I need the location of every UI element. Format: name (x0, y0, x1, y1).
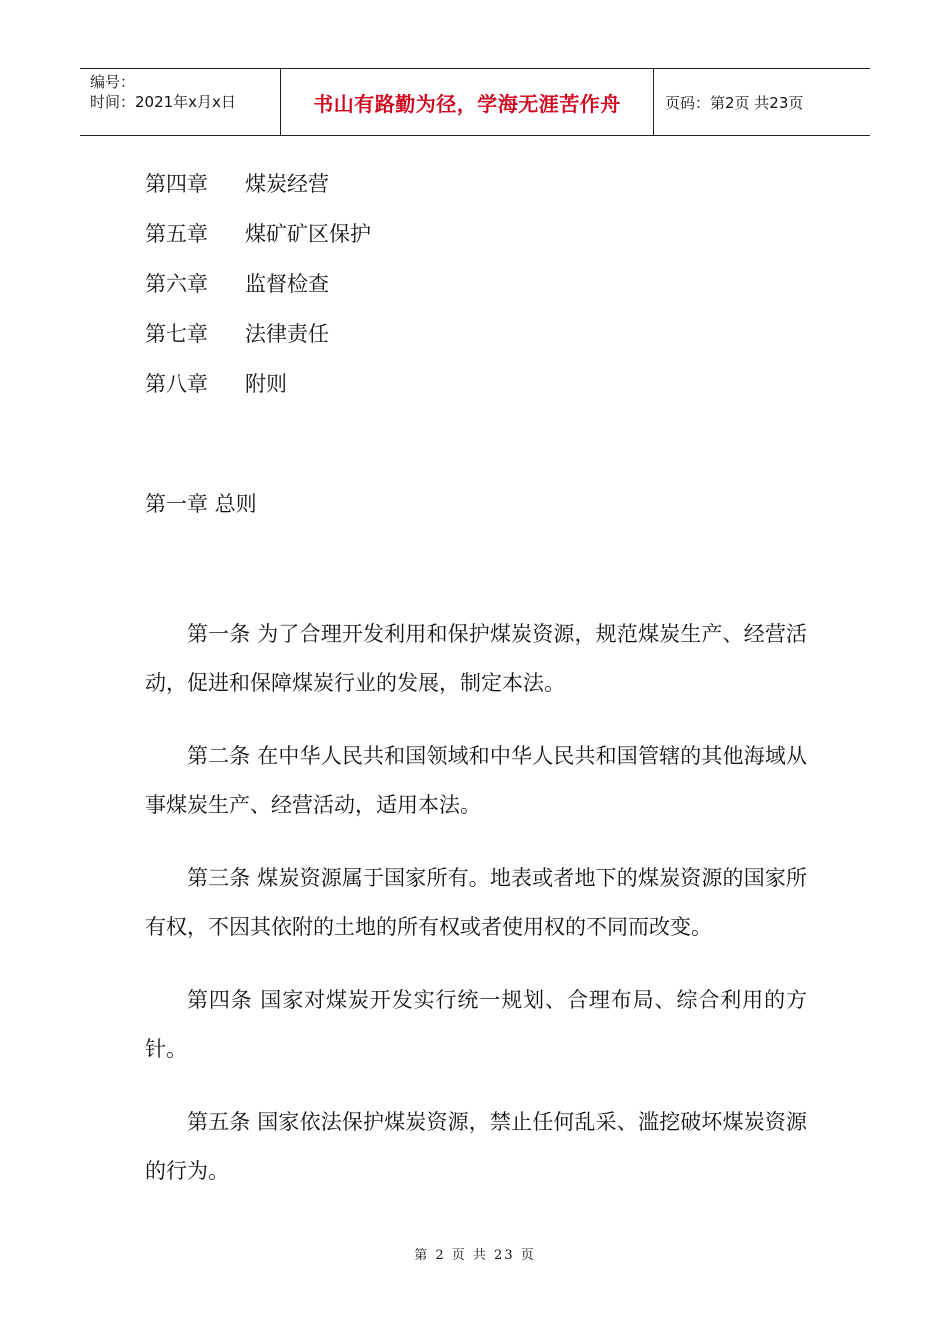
serial-number-label: 编号： (90, 73, 136, 91)
toc-item (145, 368, 371, 418)
toc-chapter-title: 煤矿矿区保护 (245, 222, 371, 246)
document-header (80, 68, 870, 136)
toc-chapter-number: 第八章 (145, 372, 208, 396)
article-paragraph: 第四条 国家对煤炭开发实行统一规划、合理布局、综合利用的方针。 (145, 988, 807, 1061)
toc-chapter-number: 第五章 (145, 222, 208, 246)
toc-item (145, 168, 371, 218)
toc-chapter-title: 附则 (245, 372, 287, 396)
article-paragraph: 第一条 为了合理开发利用和保护煤炭资源，规范煤炭生产、经营活动，促进和保障煤炭行业的发展，制定本法。 (145, 622, 807, 695)
header-motto: 书山有路勤为径，学海无涯苦作舟 (281, 69, 654, 135)
toc-item (145, 318, 371, 368)
article-paragraph: 第五条 国家依法保护煤炭资源，禁止任何乱采、滥挖破坏煤炭资源的行为。 (145, 1110, 807, 1183)
toc-item (145, 268, 371, 318)
toc-chapter-number: 第七章 (145, 322, 208, 346)
date-label: 时间：2021年x月x日 (90, 93, 236, 111)
toc-chapter-title: 法律责任 (245, 322, 329, 346)
toc-item (145, 218, 371, 268)
article-paragraph: 第三条 煤炭资源属于国家所有。地表或者地下的煤炭资源的国家所有权，不因其依附的土地的所有权或者使用权的不同而改变。 (145, 866, 807, 939)
header-info-cell (80, 69, 281, 135)
toc-chapter-title: 煤炭经营 (245, 172, 329, 196)
document-body (145, 610, 807, 1220)
table-of-contents (145, 168, 371, 418)
header-page-code: 页码：第2页 共23页 (665, 93, 804, 112)
article-paragraph: 第二条 在中华人民共和国领域和中华人民共和国管辖的其他海域从事煤炭生产、经营活动，适用本法。 (145, 744, 807, 817)
page-footer: 第 2 页 共 23 页 (414, 1248, 536, 1263)
toc-chapter-number: 第六章 (145, 272, 208, 296)
chapter-heading: 第一章 总则 (145, 492, 257, 516)
toc-chapter-title: 监督检查 (245, 272, 329, 296)
toc-chapter-number: 第四章 (145, 172, 208, 196)
